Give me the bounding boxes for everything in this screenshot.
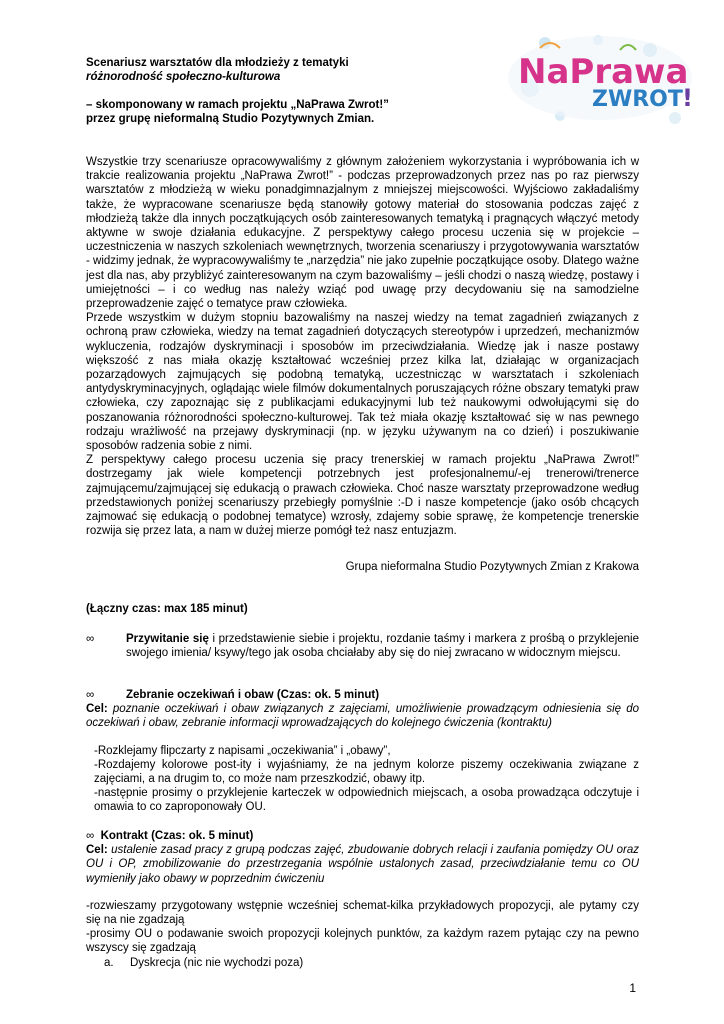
expectations-goal-label: Cel: xyxy=(86,703,108,716)
infinity-bullet-icon: ∞ xyxy=(86,633,95,645)
contract-item-1: -rozwieszamy przygotowany wstępnie wcześniej schemat-kilka przykładowych propozycji, ale pytamy czy się na nie zgadzają xyxy=(86,899,639,927)
intro-paragraph-1: Wszystkie trzy scenariusze opracowywaliśmy z głównym założeniem wykorzystania i wypróbowania ich w trakcie realizowania projektu „NaPrawa Zwrot!” - podczas przeprowadzonych przez nas po raz pierwszy warsztatów z młodzieżą w wieku ponadgimnazjalnym z mniejszej miejscowości. Wyjściowo zakładaliśmy także, że wypracowane scenariusze będą stanowiły gotowy materiał do stosowania podczas zajęć z młodzieżą także dla innych początkujących osób zainteresowanych tematyką i pragnących włączyć metody aktywne w swoje działania edukacyjne. Z perspektywy całego procesu uczenia się w projekcie – uczestniczenia w naszych szkoleniach wewnętrznych, tworzenia scenariuszy i przygotowywania warsztatów - widzimy jednak, że wypracowywaliśmy te „narzędzia” nie jako zupełnie początkujące osoby. Dlatego ważne jest dla nas, aby przybliżyć zainteresowanym na czym bazowaliśmy – jeśli chodzi o naszą wiedzę, postawy i umiejętności – i co według nas należy wziąć pod uwagę przy decydowaniu się na samodzielne przeprowadzenie zajęć o tematyce praw człowieka. xyxy=(86,156,639,311)
section-welcome xyxy=(86,632,639,660)
section-contract xyxy=(86,829,639,970)
intro-paragraph-3: Z perspektywy całego procesu uczenia się pracy trenerskiej w ramach projektu „NaPrawa Zwrot!” dostrzegamy jak wiele kompetencji potrzebnych jest profesjonalnemu/-ej trenerowi/trenerce zajmującemu/zajmującej się edukacją o prawach człowieka. Choć nasze warsztaty przeprowadzone według przedstawionych poniżej scenariuszy przebiegły pomyślnie :-D i nasze kompetencje (jako osób chcących zajmować się edukacją o podobnej tematyce) wzrosły, zdajemy sobie sprawę, że kompetencje trenerskie rozwija się przez lata, a nam w dużej mierze pomógł też nasz entuzjazm. xyxy=(86,454,639,538)
expectations-goal-text: poznanie oczekiwań i obaw związanych z zajęciami, umożliwienie prowadzącym odniesienia się do oczekiwań i obaw, zebranie informacji wprowadzających do kolejnego ćwiczenia (kontraktu) xyxy=(86,703,639,730)
logo-word-zwrot: ZWROT xyxy=(592,87,683,112)
intro-text xyxy=(86,155,639,538)
expectations-item-3: -następnie prosimy o przyklejenie karteczek w odpowiednich miejscach, a osoba prowadząca odczytuje i omawia to co zaproponowały OU. xyxy=(94,787,639,814)
contract-title: Kontrakt (Czas: ok. 5 minut) xyxy=(100,830,254,842)
expectations-goal xyxy=(86,702,639,730)
logo-word-naprawa: NaPrawa xyxy=(518,52,689,92)
header-project-line: – skomponowany w ramach projektu „NaPrawa Zwrot!” xyxy=(86,99,389,111)
total-time: (Łączny czas: max 185 minut) xyxy=(86,603,248,615)
welcome-bullet-line xyxy=(86,632,639,660)
page-number: 1 xyxy=(629,981,636,995)
logo-exclamation: ! xyxy=(682,84,693,112)
expectations-item-1: -Rozklejamy flipczarty z napisami „oczekiwania” i „obawy”, xyxy=(94,744,391,757)
contract-goal-label: Cel: xyxy=(86,844,108,857)
section-expectations xyxy=(86,688,639,815)
contract-title-line xyxy=(86,829,639,843)
contract-goal xyxy=(86,843,639,886)
contract-list-item-a xyxy=(86,956,639,970)
header-title-line1: Scenariusz warsztatów dla młodzieży z tematyki xyxy=(86,57,349,69)
infinity-bullet-icon: ∞ xyxy=(86,830,95,842)
contract-item-2: -prosimy OU o podawanie swoich propozycji kolejnych punktów, za każdym razem pytając czy na pewno wszyscy się zgadzają xyxy=(86,928,639,955)
document-header xyxy=(86,56,506,126)
header-group-line: przez grupę nieformalną Studio Pozytywnych Zmian. xyxy=(86,113,375,125)
contract-goal-text: ustalenie zasad pracy z grupą podczas zajęć, zbudowanie dobrych relacji i zaufania pomiędzy OU oraz OU i OP, zmobilizowanie do przestrzegania wspólnie ustalonych zasad, przeciwdziałanie temu co OU wymieniły jako obawy w poprzednim ćwiczeniu xyxy=(86,844,639,885)
welcome-content xyxy=(126,632,639,660)
expectations-title: Zebranie oczekiwań i obaw (Czas: ok. 5 minut) xyxy=(126,689,380,701)
welcome-text: i przedstawienie siebie i projektu, rozdanie taśmy i markera z prośbą o przyklejenie swojego imienia/ ksywy/tego jak osoba chciałaby aby się do niej zwracano w widocznym miejscu. xyxy=(126,633,639,660)
welcome-title: Przywitanie się xyxy=(126,633,209,645)
expectations-item-2: -Rozdajemy kolorowe post-ity i wyjaśniamy, że na jednym kolorze piszemy oczekiwania związane z zajęciami, a na drugim to, co może nam przeszkodzić, obawy itp. xyxy=(94,758,639,786)
header-title-line2: różnorodność społeczno-kulturowa xyxy=(86,71,281,83)
naprawa-zwrot-logo xyxy=(500,28,700,128)
intro-paragraph-2: Przede wszystkim w dużym stopniu bazowaliśmy na naszej wiedzy na temat zagadnień związanych z ochroną praw człowieka, wiedzy na temat zagadnień dotyczących stereotypów i uprzedzeń, mechanizmów wykluczenia, rodzajów dyskryminacji i sposobów im przeciwdziałania. Wiedzę jak i nasze postawy większość z nas miała okazję kształtować wcześniej przez kilka lat, działając w organizacjach pozarządowych zajmujących się podobną tematyką, uczestnicząc w warsztatach i szkoleniach antydyskryminacyjnych, oglądając wiele filmów dokumentalnych poruszających różne obszary tematyki praw człowieka, czy zapoznając się z publikacjami edukacyjnymi lub też naukowymi odwołującymi się do poszanowania różnorodności społeczno-kulturowej. Tak też miała okazję kształtować się w nas pewnego rodzaju wrażliwość na przejawy dyskryminacji (np. w języku używanym na co dzień) i poszukiwanie sposobów radzenia sobie z nimi. xyxy=(86,312,639,453)
expectations-title-line xyxy=(86,688,639,702)
intro-signature: Grupa nieformalna Studio Pozytywnych Zmian z Krakowa xyxy=(345,561,639,573)
contract-list-marker: a. xyxy=(104,956,114,969)
infinity-bullet-icon: ∞ xyxy=(86,689,95,701)
contract-list-text: Dyskrecja (nic nie wychodzi poza) xyxy=(130,956,304,969)
